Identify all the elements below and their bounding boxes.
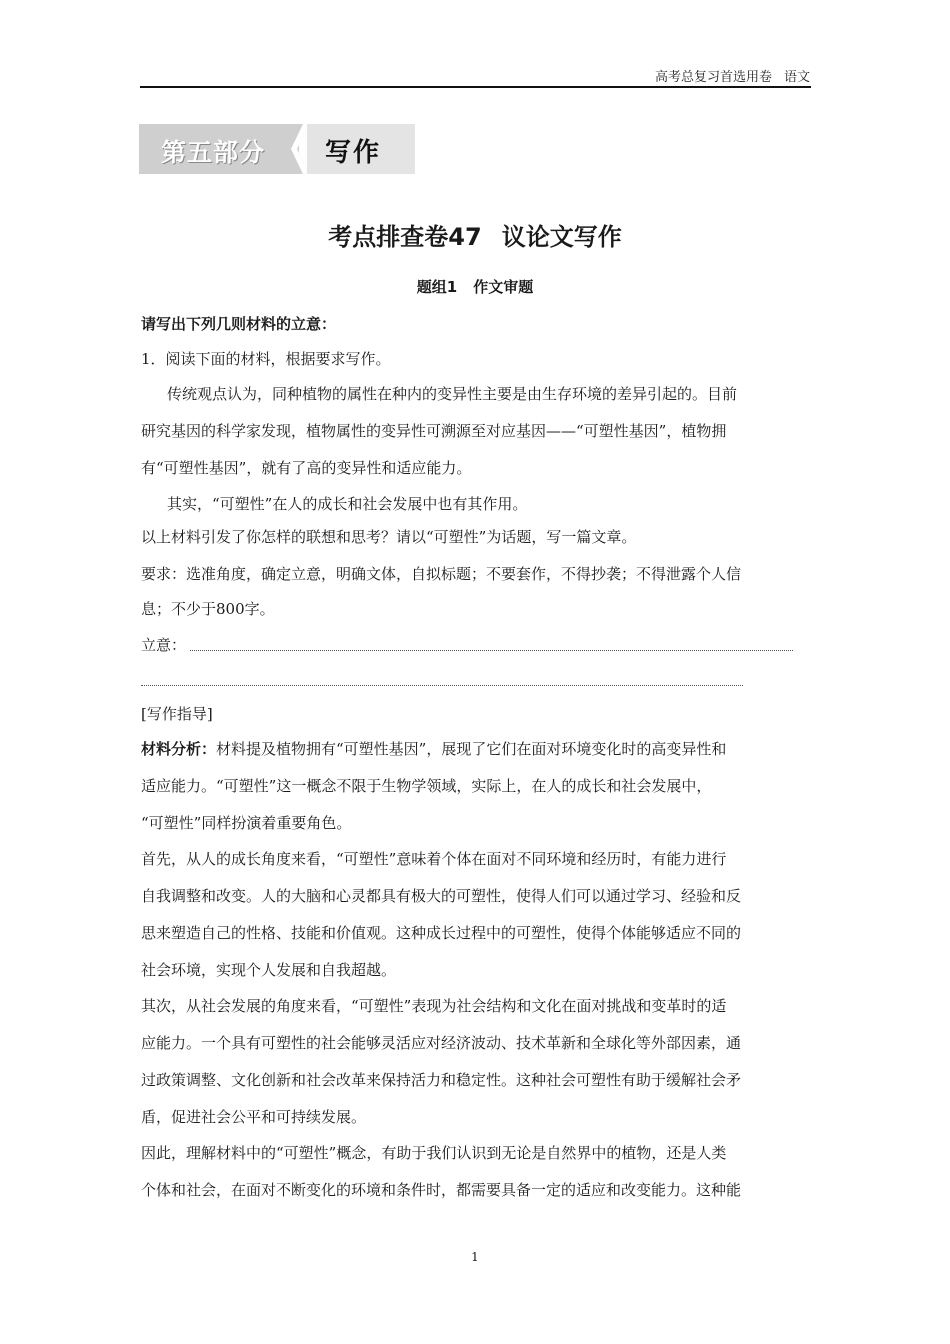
- title-topic: 议论文写作: [501, 223, 622, 251]
- banner-divider: [289, 124, 309, 174]
- question-prompt: 以上材料引发了你怎样的联想和思考？请以“可塑性”为话题，写一篇文章。: [141, 528, 637, 546]
- paragraph-line: 自我调整和改变。人的大脑和心灵都具有极大的可塑性，使得人们可以通过学习、经验和反: [141, 887, 742, 905]
- page-number: 1: [471, 1250, 479, 1264]
- instruction: 请写出下列几则材料的立意：: [141, 315, 337, 333]
- answer-line[interactable]: [190, 650, 793, 651]
- paragraph-line: 首先，从人的成长角度来看，“可塑性”意味着个体在面对不同环境和经历时，有能力进行: [141, 850, 727, 868]
- paragraph-line: 应能力。一个具有可塑性的社会能够灵活应对经济波动、技术革新和全球化等外部因素，通: [141, 1034, 742, 1052]
- banner-section-name: 写作: [325, 138, 382, 168]
- analysis-label: 材料分析：: [141, 740, 217, 758]
- paragraph-line: 个体和社会，在面对不断变化的环境和条件时，都需要具备一定的适应和改变能力。这种能: [141, 1181, 742, 1199]
- banner-part-label: 第五部分: [161, 138, 266, 167]
- guide-heading: [写作指导]: [141, 705, 213, 723]
- paragraph-line: 盾，促进社会公平和可持续发展。: [141, 1108, 367, 1126]
- group-title: [0, 276, 950, 297]
- group-name: 作文审题: [473, 278, 534, 296]
- title-label: 考点排查卷47: [328, 223, 482, 251]
- analysis-line: [141, 739, 813, 759]
- paragraph-line: 因此，理解材料中的“可塑性”概念，有助于我们认识到无论是自然界中的植物，还是人类: [141, 1144, 727, 1162]
- paragraph-line: 其次，从社会发展的角度来看，“可塑性”表现为社会结构和文化在面对挑战和变革时的适: [141, 997, 727, 1015]
- analysis-text: 材料提及植物拥有“可塑性基因”，展现了它们在面对环境变化时的高变异性和: [216, 740, 727, 758]
- group-number: 题组1: [416, 278, 458, 296]
- material-line: 其实，“可塑性”在人的成长和社会发展中也有其作用。: [167, 495, 528, 513]
- material-line: 传统观点认为，同种植物的属性在种内的变异性主要是由生存环境的差异引起的。目前: [167, 385, 738, 403]
- requirement-line: 要求：选准角度，确定立意，明确文体，自拟标题；不要套作，不得抄袭；不得泄露个人信: [141, 565, 742, 583]
- paragraph-line: 社会环境，实现个人发展和自我超越。: [141, 961, 397, 979]
- header-rule: [140, 86, 811, 88]
- material-line: 有“可塑性基因”，就有了高的变异性和适应能力。: [141, 459, 472, 477]
- analysis-line: 适应能力。“可塑性”这一概念不限于生物学领域，实际上，在人的成长和社会发展中，: [141, 777, 712, 795]
- book-title: 高考总复习首选用卷: [654, 70, 772, 85]
- question-stem: 1．阅读下面的材料，根据要求写作。: [141, 350, 391, 368]
- material-line: 研究基因的科学家发现，植物属性的变异性可溯源至对应基因——“可塑性基因”，植物拥: [141, 422, 727, 440]
- page-title: [0, 217, 950, 252]
- requirement-line: 息；不少于800字。: [141, 600, 275, 618]
- answer-line[interactable]: [141, 685, 743, 686]
- answer-label: 立意：: [141, 636, 187, 654]
- running-header: [643, 66, 810, 85]
- subject-label: 语文: [783, 70, 810, 85]
- analysis-line: “可塑性”同样扮演着重要角色。: [141, 814, 352, 832]
- paragraph-line: 思来塑造自己的性格、技能和价值观。这种成长过程中的可塑性，使得个体能够适应不同的: [141, 924, 742, 942]
- section-banner: [139, 124, 415, 174]
- paragraph-line: 过政策调整、文化创新和社会改革来保持活力和稳定性。这种社会可塑性有助于缓解社会矛: [141, 1071, 742, 1089]
